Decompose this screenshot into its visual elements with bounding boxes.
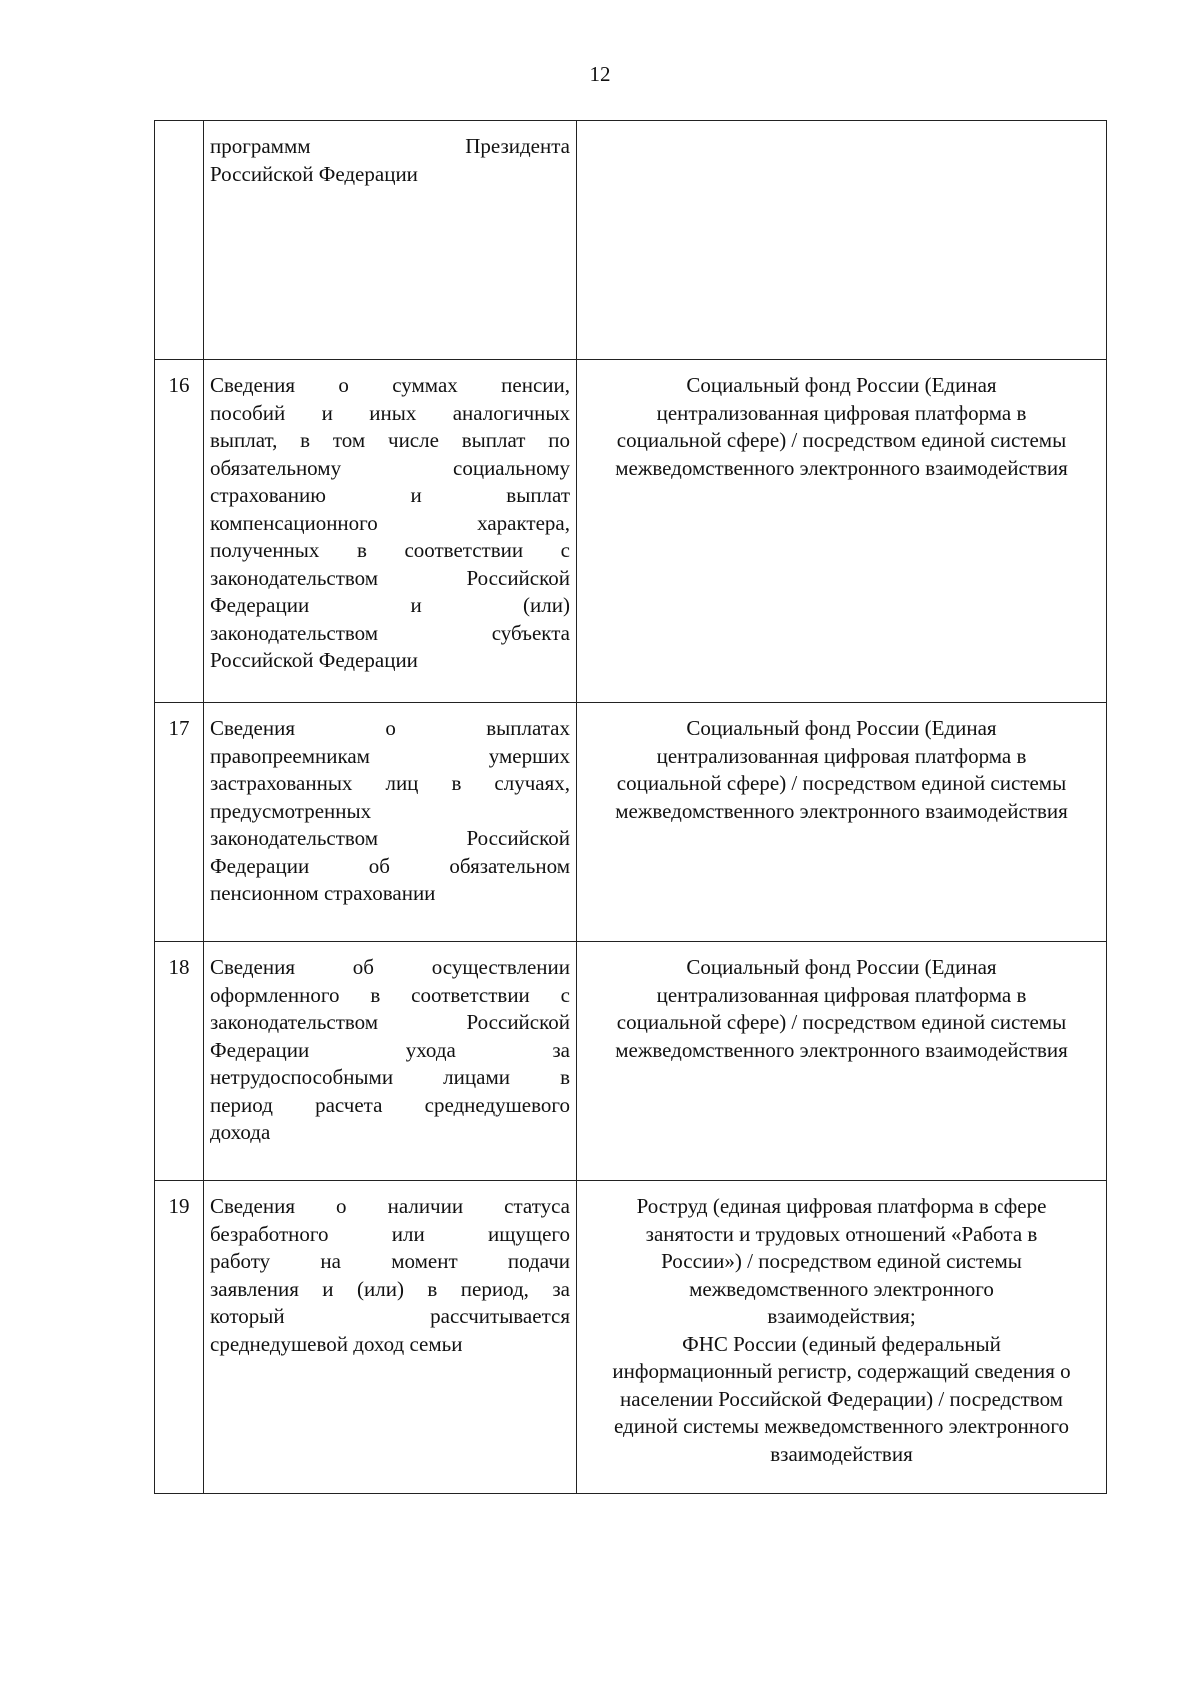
table-row <box>155 942 1107 1181</box>
description-line: страхованию и выплат <box>210 483 570 507</box>
description-line: оформленного в соответствии с <box>210 982 570 1007</box>
description-line: пенсионном страховании <box>210 881 436 905</box>
description-line: безработного или ищущего <box>210 1221 570 1246</box>
source-line: межведомственного электронного взаимодействия <box>615 1037 1068 1062</box>
source-line: Социальный фонд России (Единая <box>686 373 997 397</box>
row-description <box>204 360 577 703</box>
table-row <box>155 1181 1107 1494</box>
source-line: России») / посредством единой системы <box>661 1249 1022 1273</box>
description-line: законодательством Российской <box>210 1010 570 1034</box>
page-number: 12 <box>589 62 611 86</box>
row-number <box>155 121 204 360</box>
source-line: межведомственного электронного взаимодействия <box>615 798 1068 823</box>
description-line: Федерации и (или) <box>210 593 570 617</box>
description-line: дохода <box>210 1120 271 1144</box>
source-line: социальной сфере) / посредством единой системы <box>616 771 1067 795</box>
row-source <box>577 1181 1107 1494</box>
source-line: взаимодействия <box>770 1441 913 1466</box>
description-line: компенсационного характера, <box>210 510 570 535</box>
source-line: населении Российской Федерации) / посредством <box>620 1386 1063 1411</box>
description-line: обязательному социальному <box>210 455 570 480</box>
data-sources-table <box>154 120 1107 1494</box>
source-line: взаимодействия; <box>767 1304 916 1328</box>
description-line: Российской Федерации <box>210 648 418 672</box>
description-line: работу на момент подачи <box>210 1249 570 1273</box>
source-line: Роструд (единая цифровая платформа в сфере <box>636 1194 1047 1218</box>
source-line: занятости и трудовых отношений «Работа в <box>645 1221 1038 1246</box>
description-line: Сведения о суммах пенсии, <box>210 373 570 397</box>
table-row <box>155 703 1107 942</box>
description-line: правопреемникам умерших <box>210 743 570 768</box>
source-line: социальной сфере) / посредством единой системы <box>616 428 1067 452</box>
description-line: полученных в соответствии с <box>210 538 570 562</box>
description-line: Федерации об обязательном <box>210 853 570 878</box>
description-line: Сведения об осуществлении <box>210 955 570 979</box>
description-line: пособий и иных аналогичных <box>210 400 570 425</box>
description-line: который рассчитывается <box>210 1304 570 1328</box>
source-line: социальной сфере) / посредством единой системы <box>616 1010 1067 1034</box>
description-line: застрахованных лиц в случаях, <box>210 771 570 795</box>
description-line: Сведения о наличии статуса <box>210 1194 570 1218</box>
description-line: законодательством субъекта <box>210 620 570 645</box>
row-description <box>204 121 577 360</box>
row-source <box>577 121 1107 360</box>
row-source <box>577 703 1107 942</box>
source-line: централизованная цифровая платформа в <box>656 400 1027 425</box>
description-line: законодательством Российской <box>210 826 570 850</box>
source-line: межведомственного электронного взаимодействия <box>615 455 1068 480</box>
description-line: Сведения о выплатах <box>210 716 570 740</box>
row-source <box>577 942 1107 1181</box>
description-line: нетрудоспособными лицами в <box>210 1065 570 1089</box>
source-line: межведомственного электронного <box>689 1276 994 1301</box>
row-description <box>204 942 577 1181</box>
source-line: Социальный фонд России (Единая <box>686 955 997 979</box>
description-line: заявления и (или) в период, за <box>210 1276 570 1301</box>
row-description <box>204 703 577 942</box>
row-number: 19 <box>155 1181 204 1494</box>
description-line: законодательством Российской <box>210 565 570 590</box>
row-source <box>577 360 1107 703</box>
source-line: централизованная цифровая платформа в <box>656 982 1027 1007</box>
source-line: информационный регистр, содержащий сведения о <box>612 1359 1071 1383</box>
description-line: среднедушевой доход семьи <box>210 1331 463 1356</box>
source-line: единой системы межведомственного электронного <box>613 1414 1070 1438</box>
table-row <box>155 121 1107 360</box>
table-row <box>155 360 1107 703</box>
description-line: предусмотренных <box>210 798 372 823</box>
source-line: централизованная цифровая платформа в <box>656 743 1027 768</box>
row-number: 16 <box>155 360 204 703</box>
source-line: Социальный фонд России (Единая <box>686 716 997 740</box>
source-line: ФНС России (единый федеральный <box>682 1331 1001 1356</box>
row-description <box>204 1181 577 1494</box>
description-line: Федерации ухода за <box>210 1037 570 1062</box>
row-number: 18 <box>155 942 204 1181</box>
description-line: выплат, в том числе выплат по <box>210 428 570 452</box>
description-line: период расчета среднедушевого <box>210 1092 570 1117</box>
description-line: программм Президента <box>210 134 570 158</box>
description-line: Российской Федерации <box>210 161 418 186</box>
row-number: 17 <box>155 703 204 942</box>
